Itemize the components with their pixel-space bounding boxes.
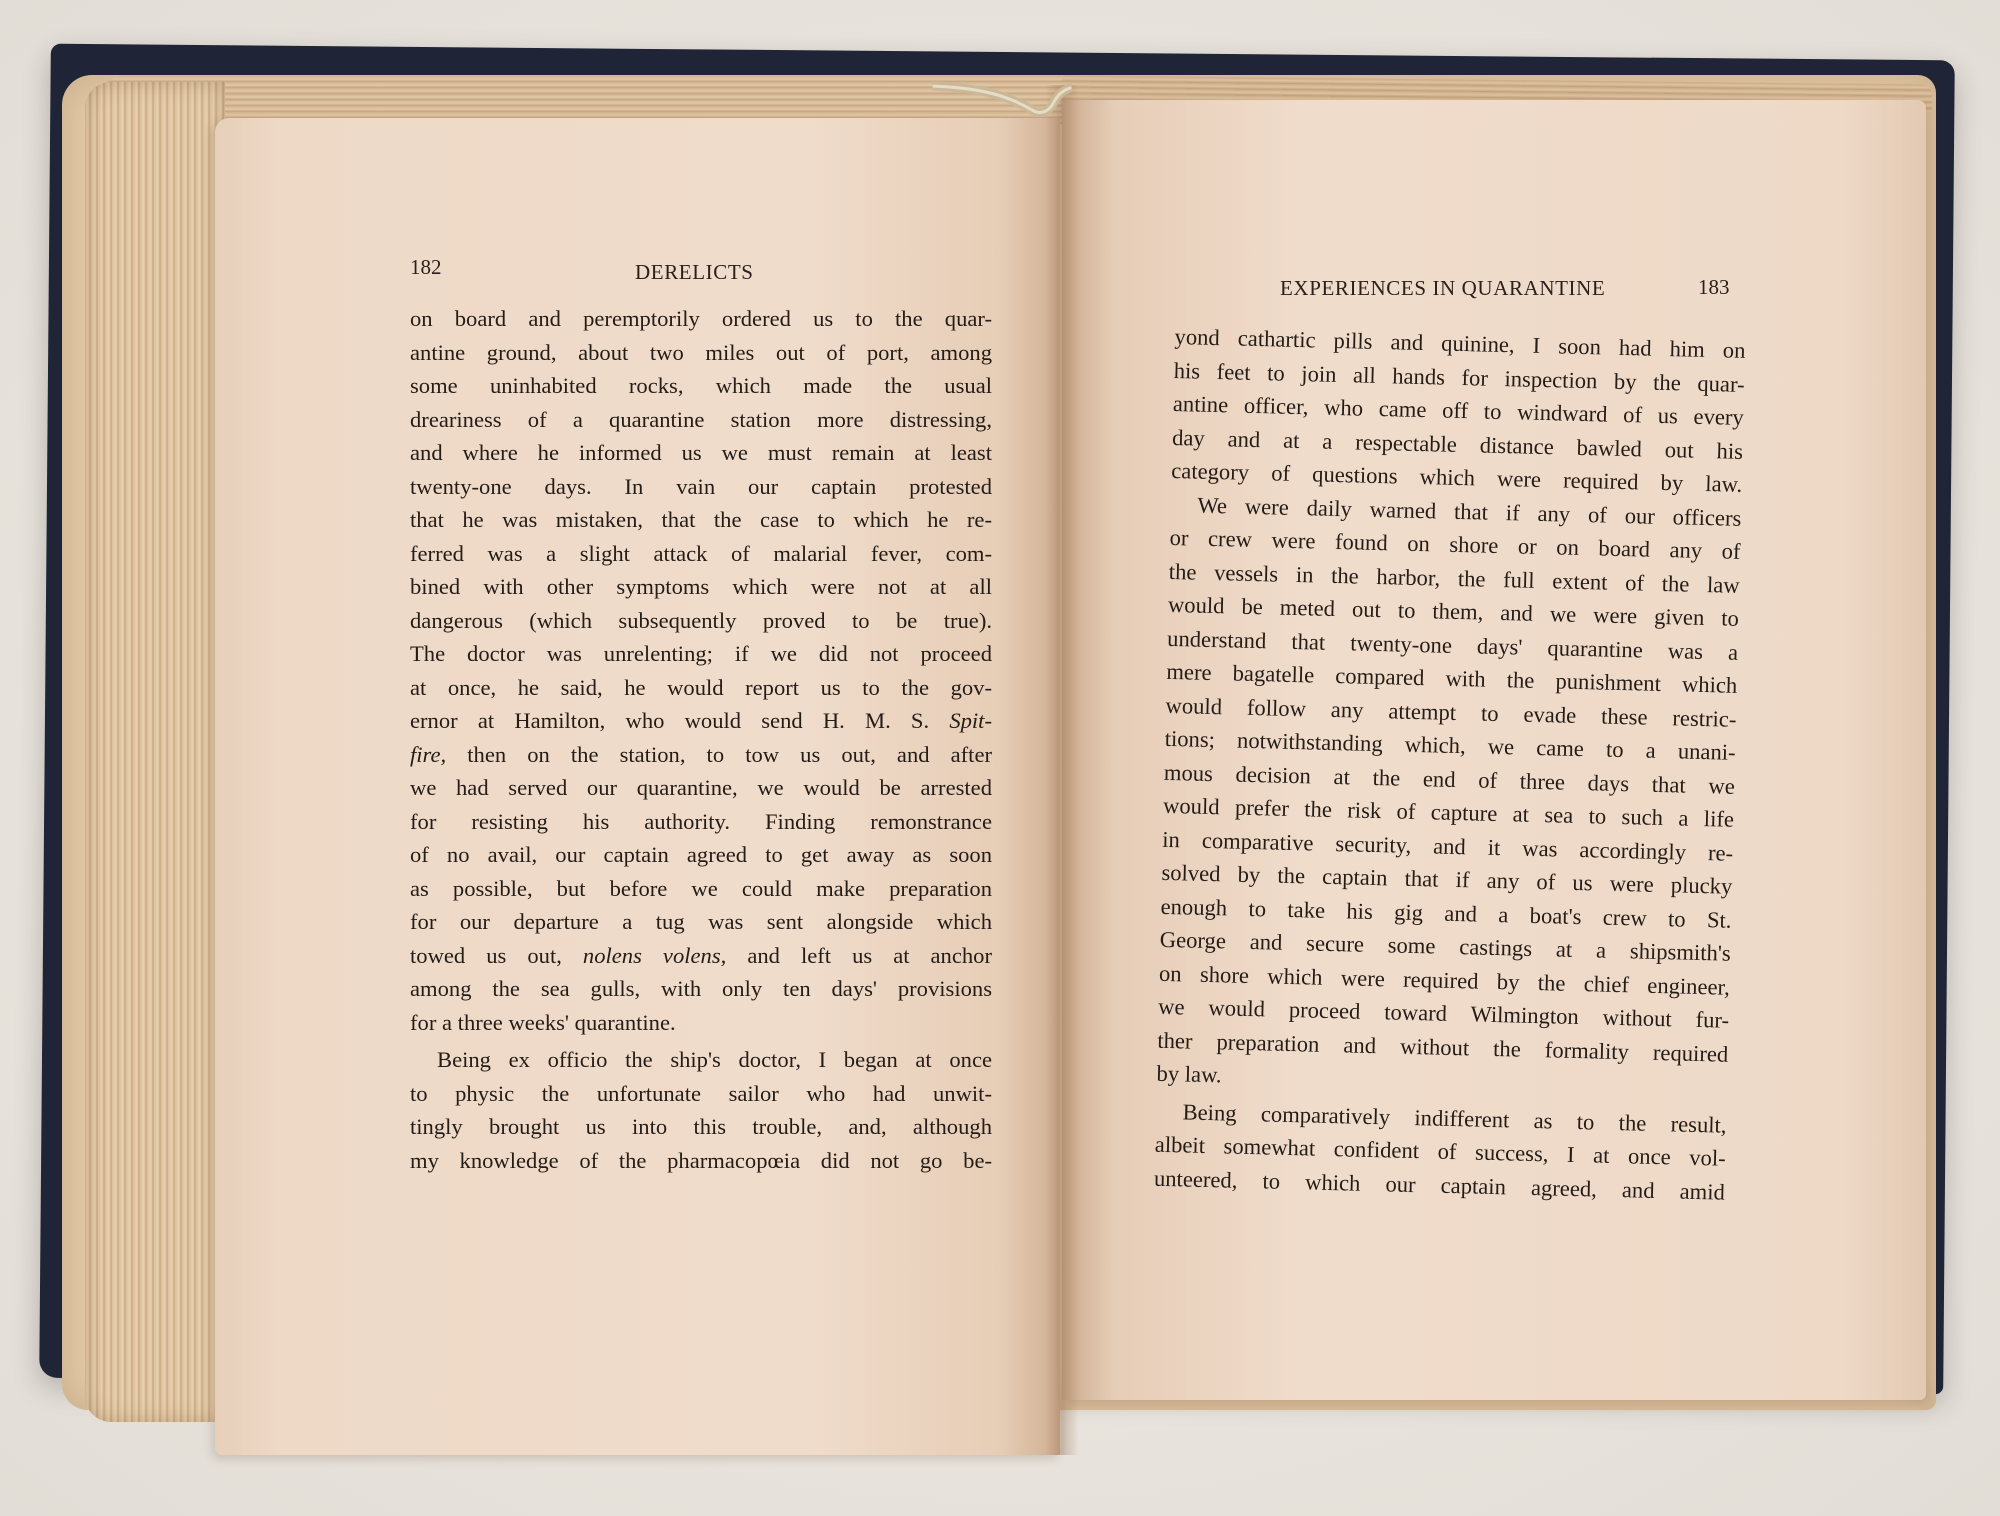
page-top-edges-left <box>95 76 1065 124</box>
right-page-text <box>1154 320 1746 1209</box>
text-line: by law. <box>1156 1060 1222 1088</box>
text-line: that he was mistaken, that the case to which he re- <box>410 507 992 532</box>
text-line: among the sea gulls, with only ten days' provisions <box>410 976 992 1001</box>
text-line: the vessels in the harbor, the full extent of the law <box>1168 558 1741 598</box>
text-line: on board and peremptorily ordered us to the quar- <box>410 306 992 331</box>
text-line: of no avail, our captain agreed to get away as soon <box>410 842 992 867</box>
text-line: mous decision at the end of three days that we <box>1163 759 1736 799</box>
text-line: bined with other symptoms which were not at all <box>410 574 992 599</box>
text-line: my knowledge of the pharmacopœia did not go be- <box>410 1147 992 1173</box>
text-line: would be meted out to them, and we were given to <box>1167 591 1740 631</box>
text-line: at once, he said, he would report us to the gov- <box>410 674 992 700</box>
text-line: enough to take his gig and a boat's crew to St. <box>1160 893 1732 933</box>
ship-name-italic: fire, <box>410 741 447 767</box>
text-line: The doctor was unrelenting; if we did not proceed <box>410 641 992 666</box>
spine-gutter <box>1045 85 1079 1455</box>
text-line: for a three weeks' quarantine. <box>410 1009 676 1035</box>
text-line: antine ground, about two miles out of port, among <box>410 339 992 365</box>
text-line: mere bagatelle compared with the punishment which <box>1166 658 1738 698</box>
text-line: we would proceed toward Wilmington without fur- <box>1157 993 1730 1033</box>
text-line: to physic the unfortunate sailor who had unwit- <box>410 1080 992 1106</box>
text-line: day and at a respectable distance bawled out his <box>1171 424 1744 464</box>
text-line: as possible, but before we could make preparation <box>410 875 992 901</box>
text-line: twenty-one days. In vain our captain protested <box>410 473 992 499</box>
text-line: we had served our quarantine, we would be arrested <box>410 775 992 800</box>
paragraph-first-line: We were daily warned that if any of our officers <box>1197 492 1742 531</box>
page-fore-edges <box>85 82 225 1422</box>
text-line: solved by the captain that if any of us were plucky <box>1161 859 1733 899</box>
right-page-number: 183 <box>1698 275 1730 299</box>
left-page <box>215 118 1060 1455</box>
text-line: on shore which were required by the chief engineer, <box>1158 960 1731 1000</box>
text-segment: and left us at anchor <box>747 942 993 968</box>
text-line: would follow any attempt to evade these restric- <box>1165 692 1737 732</box>
text-line: or crew were found on shore or on board any of <box>1169 524 1741 564</box>
text-segment: ernor at Hamilton, who would send H. M. S. <box>410 708 930 733</box>
text-line: and where he informed us we must remain at least <box>410 440 992 465</box>
left-page-number: 182 <box>410 255 442 279</box>
text-line-with-italic <box>410 939 992 973</box>
paragraph-first-line: Being comparatively indifferent as to the result, <box>1182 1098 1727 1138</box>
latin-phrase-italic: nolens volens, <box>582 942 727 968</box>
text-line: yond cathartic pills and quinine, I soon had him on <box>1174 323 1746 363</box>
right-running-head: EXPERIENCES IN QUARANTINE <box>1280 276 1606 300</box>
ship-name-italic: Spit- <box>949 708 992 733</box>
text-line: George and secure some castings at a shipsmith's <box>1159 926 1731 966</box>
text-line-with-italic <box>410 738 992 772</box>
text-line: ther preparation and without the formality required <box>1157 1027 1729 1067</box>
text-line: for resisting his authority. Finding remonstrance <box>410 808 992 834</box>
text-line: for our departure a tug was sent alongside which <box>410 909 992 934</box>
text-line: category of questions which were required by law. <box>1171 457 1743 497</box>
left-running-head: DERELICTS <box>635 260 754 284</box>
text-line: dangerous (which subsequently proved to be true). <box>410 607 992 633</box>
text-line: ferred was a slight attack of malarial fever, com- <box>410 540 992 566</box>
text-line: in comparative security, and it was accordingly re- <box>1162 826 1734 866</box>
left-page-text <box>410 302 992 1177</box>
paragraph-first-line: Being ex officio the ship's doctor, I began at once <box>437 1047 992 1072</box>
right-page <box>1062 100 1926 1400</box>
text-line: would prefer the risk of capture at sea to such a life <box>1162 792 1735 832</box>
text-line: albeit somewhat confident of success, I at once vol- <box>1154 1131 1726 1171</box>
text-line: some uninhabited rocks, which made the usual <box>410 373 992 398</box>
text-segment: then on the station, to tow us out, and after <box>467 741 992 767</box>
text-line: dreariness of a quarantine station more distressing, <box>410 406 992 432</box>
text-line: unteered, to which our captain agreed, and amid <box>1153 1165 1726 1205</box>
text-line: antine officer, who came off to windward of us every <box>1172 390 1745 430</box>
text-line: understand that twenty-one days' quarantine was a <box>1166 625 1739 665</box>
text-line: tions; notwithstanding which, we came to a unani- <box>1164 725 1736 765</box>
text-segment: towed us out, <box>410 942 562 968</box>
text-line: tingly brought us into this trouble, and, although <box>410 1114 992 1139</box>
text-line: his feet to join all hands for inspection by the quar- <box>1173 357 1745 397</box>
text-line-with-italic <box>410 704 992 738</box>
